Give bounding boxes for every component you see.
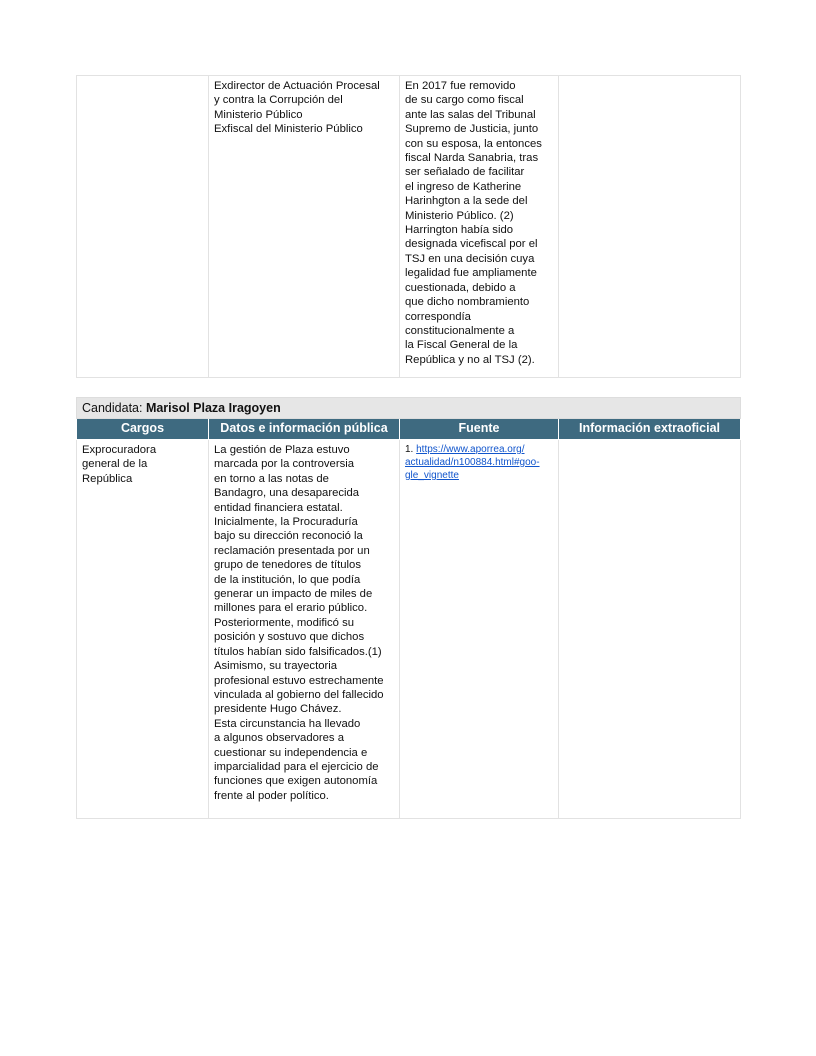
fuente-cell xyxy=(400,76,559,378)
text-line: Harinhgton a la sede del xyxy=(405,195,528,208)
text-line: Bandagro, una desaparecida xyxy=(214,487,360,500)
text-line: En 2017 fue removido xyxy=(405,80,516,92)
text-line: a algunos observadores a xyxy=(214,732,345,745)
source-link[interactable] xyxy=(405,444,540,481)
text-line: Ministerio Público xyxy=(214,108,303,121)
candidate-table xyxy=(76,397,741,819)
table-row xyxy=(77,76,741,378)
text-line: fiscal Narda Sanabria, tras xyxy=(405,152,539,165)
header-extra: Información extraoficial xyxy=(559,419,741,440)
text-line: Exprocuradora xyxy=(82,444,157,456)
text-line: TSJ en una decisión cuya xyxy=(405,252,535,265)
text-line: bajo su dirección reconoció la xyxy=(214,530,363,543)
candidate-cell xyxy=(77,398,741,419)
text-line: República xyxy=(82,472,133,485)
cargos-cell xyxy=(77,76,209,378)
text-line: títulos habían sido falsificados.(1) xyxy=(214,645,382,658)
text-line: entidad financiera estatal. xyxy=(214,501,343,514)
text-line: generar un impacto de miles de xyxy=(214,588,373,601)
text-line: Exdirector de Actuación Procesal xyxy=(214,80,380,92)
header-cargos: Cargos xyxy=(77,419,209,440)
text-line: Supremo de Justicia, junto xyxy=(405,123,539,136)
text-line: posición y sostuvo que dichos xyxy=(214,631,365,644)
text-line: presidente Hugo Chávez. xyxy=(214,703,342,716)
text-line: Ministerio Público. (2) xyxy=(405,209,514,222)
text-line: correspondía xyxy=(405,310,471,323)
cargos-cell xyxy=(77,440,209,819)
text-line: millones para el erario público. xyxy=(214,602,368,615)
text-line: frente al poder político. xyxy=(214,789,329,802)
header-fuente: Fuente xyxy=(400,419,559,440)
candidate-label: Candidata: xyxy=(82,401,146,415)
text-line: cuestionada, debido a xyxy=(405,281,516,294)
header-datos: Datos e información pública xyxy=(209,419,400,440)
text-line: vinculada al gobierno del fallecido xyxy=(214,688,384,701)
candidate-row xyxy=(77,398,741,419)
datos-cell xyxy=(209,440,400,819)
text-line: general de la xyxy=(82,458,148,471)
text-line: designada vicefiscal por el xyxy=(405,238,538,251)
text-line: funciones que exigen autonomía xyxy=(214,775,378,788)
extra-cell xyxy=(559,440,741,819)
text-line: profesional estuvo estrechamente xyxy=(214,674,384,687)
text-line: Inicialmente, la Procuraduría xyxy=(214,516,358,529)
text-line: y contra la Corrupción del xyxy=(214,94,343,107)
text-line: grupo de tenedores de títulos xyxy=(214,559,361,572)
source-link-line: actualidad/n100884.html#goo- xyxy=(405,457,540,468)
text-line: Exfiscal del Ministerio Público xyxy=(214,123,363,136)
text-line: con su esposa, la entonces xyxy=(405,137,542,150)
text-line: en torno a las notas de xyxy=(214,472,329,485)
source-number: 1. xyxy=(405,444,417,455)
text-line: Posteriormente, modificó su xyxy=(214,616,355,629)
text-line: la Fiscal General de la xyxy=(405,339,518,352)
candidate-name: Marisol Plaza Iragoyen xyxy=(145,401,281,415)
table-row xyxy=(77,440,741,819)
text-line: República y no al TSJ (2). xyxy=(405,353,535,366)
text-line: La gestión de Plaza estuvo xyxy=(214,444,350,456)
datos-cell xyxy=(209,76,400,378)
source-link-line: gle_vignette xyxy=(405,470,459,481)
text-line: que dicho nombramiento xyxy=(405,296,530,309)
extra-cell xyxy=(559,76,741,378)
text-line: Asimismo, su trayectoria xyxy=(214,660,338,673)
continuation-table xyxy=(76,75,741,378)
text-line: constitucionalmente a xyxy=(405,324,515,337)
text-line: imparcialidad para el ejercicio de xyxy=(214,760,379,773)
text-line: marcada por la controversia xyxy=(214,458,355,471)
fuente-cell xyxy=(400,440,559,819)
text-line: de su cargo como fiscal xyxy=(405,94,524,107)
text-line: el ingreso de Katherine xyxy=(405,180,522,193)
text-line: ante las salas del Tribunal xyxy=(405,108,536,121)
text-line: Harrington había sido xyxy=(405,224,514,237)
text-line: de la institución, lo que podía xyxy=(214,573,361,586)
text-line: Esta circunstancia ha llevado xyxy=(214,717,361,730)
text-line: cuestionar su independencia e xyxy=(214,746,368,759)
header-row xyxy=(77,419,741,440)
text-line: legalidad fue ampliamente xyxy=(405,267,537,280)
text-line: reclamación presentada por un xyxy=(214,544,370,557)
text-line: ser señalado de facilitar xyxy=(405,166,525,179)
source-link-line: https://www.aporrea.org/ xyxy=(416,444,525,455)
